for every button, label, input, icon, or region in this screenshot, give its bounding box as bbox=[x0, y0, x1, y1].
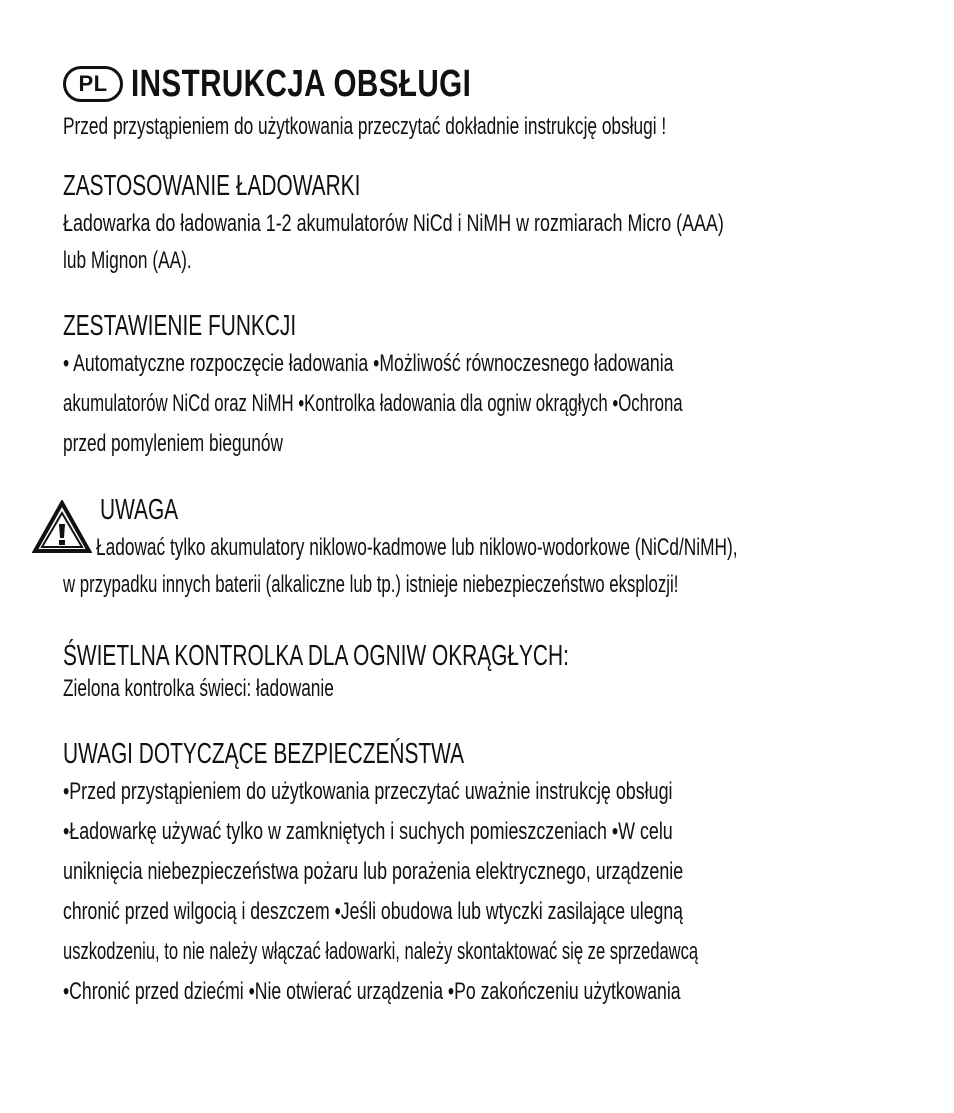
usage-section bbox=[63, 168, 890, 278]
indicator-section bbox=[63, 638, 890, 704]
warning-line-2: w przypadku innych baterii (alkaliczne lub tp.) istnieje niebezpieczeństwo eksplozji! bbox=[63, 571, 679, 598]
safety-line-1: •Przed przystąpieniem do użytkowania przeczytać uważnie instrukcję obsługi bbox=[63, 778, 673, 805]
safety-line-2: •Ładowarkę używać tylko w zamkniętych i suchych pomieszczeniach •W celu bbox=[63, 818, 673, 845]
warning-line-1: Ładować tylko akumulatory niklowo-kadmowe lub niklowo-wodorkowe (NiCd/NiMH), bbox=[96, 534, 738, 561]
features-line-1: • Automatyczne rozpoczęcie ładowania •Możliwość równoczesnego ładowania bbox=[63, 350, 674, 377]
safety-section bbox=[63, 736, 890, 1012]
safety-line-3: uniknięcia niebezpieczeństwa pożaru lub porażenia elektrycznego, urządzenie bbox=[63, 858, 684, 885]
intro-line: Przed przystąpieniem do użytkowania przeczytać dokładnie instrukcję obsługi ! bbox=[63, 113, 667, 140]
usage-heading: ZASTOSOWANIE ŁADOWARKI bbox=[63, 170, 361, 202]
title-row bbox=[63, 56, 890, 112]
warning-heading: UWAGA bbox=[100, 494, 179, 526]
usage-line-1: Ładowarka do ładowania 1-2 akumulatorów NiCd i NiMH w rozmiarach Micro (AAA) bbox=[63, 210, 724, 237]
features-line-3: przed pomyleniem biegunów bbox=[63, 430, 283, 457]
intro-text bbox=[63, 112, 890, 142]
safety-line-4: chronić przed wilgocią i deszczem •Jeśli obudowa lub wtyczki zasilające ulegną bbox=[63, 898, 683, 925]
warning-section bbox=[63, 492, 890, 602]
safety-line-6: •Chronić przed dziećmi •Nie otwierać urządzenia •Po zakończeniu użytkowania bbox=[63, 978, 681, 1005]
manual-page bbox=[63, 56, 890, 1005]
usage-line-2: lub Mignon (AA). bbox=[63, 247, 192, 274]
warning-triangle-icon bbox=[32, 500, 92, 554]
safety-heading: UWAGI DOTYCZĄCE BEZPIECZEŃSTWA bbox=[63, 738, 464, 770]
indicator-line-1: Zielona kontrolka świeci: ładowanie bbox=[63, 675, 334, 702]
page-title: INSTRUKCJA OBSŁUGI bbox=[131, 62, 472, 105]
features-heading: ZESTAWIENIE FUNKCJI bbox=[63, 310, 297, 342]
language-badge: PL bbox=[63, 66, 123, 102]
indicator-heading: ŚWIETLNA KONTROLKA DLA OGNIW OKRĄGŁYCH: bbox=[63, 640, 569, 672]
features-line-2: akumulatorów NiCd oraz NiMH •Kontrolka ładowania dla ogniw okrągłych •Ochrona bbox=[63, 390, 683, 417]
features-section bbox=[63, 308, 890, 464]
safety-line-5: uszkodzeniu, to nie należy włączać ładowarki, należy skontaktować się ze sprzedawcą bbox=[63, 938, 699, 965]
